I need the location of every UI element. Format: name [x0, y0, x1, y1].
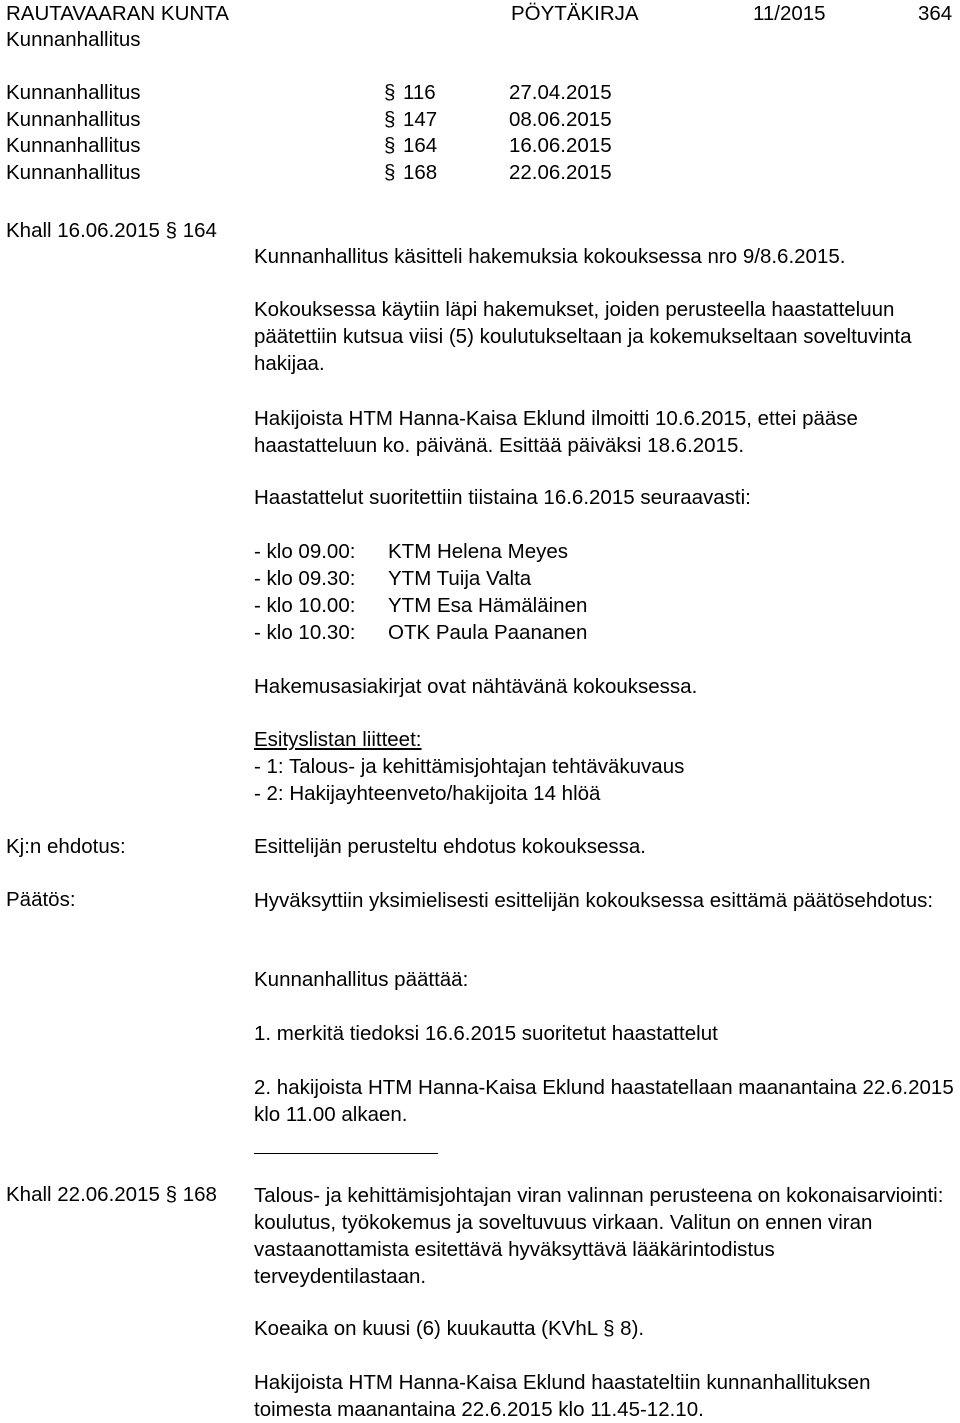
paragraph-interview-held: Hakijoista HTM Hanna-Kaisa Eklund haastateltiin kunnanhallituksen toimesta maanantaina 22.6.2015 klo 11.45-12.10. [254, 1371, 871, 1421]
paragraph-probation: Koeaika on kuusi (6) kuukautta (KVhL § 8). [254, 1317, 645, 1340]
section-sign: § [384, 108, 396, 131]
separator-line [254, 1153, 438, 1154]
history-body: Kunnanhallitus [6, 134, 141, 157]
paragraph-review: Kokouksessa käytiin läpi hakemukset, joiden perusteella haastatteluun päätettiin kutsua viisi (5) koulutukseltaan ja kokemukseltaan soveltuvinta hakijaa. [254, 298, 912, 375]
reference-section-number: 168 [182, 1183, 217, 1206]
interviewee-name: OTK Paula Paananen [388, 621, 588, 644]
proposal-label: Kj:n ehdotus: [6, 835, 126, 858]
interview-time: - klo 10.30: [254, 621, 356, 644]
interviewee-name: YTM Esa Hämäläinen [388, 594, 588, 617]
attachment-item: - 1: Talous- ja kehittämisjohtajan tehtäväkuvaus [254, 755, 685, 778]
history-date: 27.04.2015 [509, 81, 612, 104]
proposal-text: Esittelijän perusteltu ehdotus kokouksessa. [254, 835, 647, 858]
document-type: PÖYTÄKIRJA [511, 2, 639, 25]
paragraph-selection-criteria: Talous- ja kehittämisjohtajan viran valinnan perusteena on kokonaisarviointi: koulutus, työkokemus ja soveltuvuus virkaan. Valitun on ennen viran vastaanottamista esitettävä hyväksyttävä lääkärintodistus terveydentilastaan. [254, 1184, 944, 1288]
history-body: Kunnanhallitus [6, 161, 141, 184]
item-reference [6, 1182, 217, 1208]
decision-point-2: 2. hakijoista HTM Hanna-Kaisa Eklund haastatellaan maanantaina 22.6.2015 klo 11.00 alkaen. [254, 1076, 954, 1126]
decision-point-1: 1. merkitä tiedoksi 16.6.2015 suoritetut haastattelut [254, 1022, 718, 1045]
section-sign: § [384, 81, 396, 104]
section-sign: § [384, 161, 396, 184]
reference-meeting: Khall 22.06.2015 [6, 1183, 160, 1206]
decision-text: Hyväksyttiin yksimielisesti esittelijän kokouksessa esittämä päätösehdotus: [254, 889, 934, 912]
history-section-number: 164 [403, 134, 438, 157]
history-body: Kunnanhallitus [6, 81, 141, 104]
body-name: Kunnanhallitus [6, 28, 141, 51]
interviewee-name: YTM Tuija Valta [388, 567, 532, 590]
history-section-number: 168 [403, 161, 438, 184]
section-sign: § [165, 219, 177, 242]
document-number: 11/2015 [753, 2, 826, 25]
history-date: 16.06.2015 [509, 134, 612, 157]
paragraph-interviews-intro: Haastattelut suoritettiin tiistaina 16.6.2015 seuraavasti: [254, 486, 751, 509]
attachments-heading: Esityslistan liitteet: [254, 728, 422, 751]
section-sign: § [384, 134, 396, 157]
decision-label: Päätös: [6, 888, 76, 911]
history-section-number: 147 [403, 108, 438, 131]
decides-heading: Kunnanhallitus päättää: [254, 968, 469, 991]
history-section-number: 116 [403, 81, 436, 104]
reference-section-number: 164 [182, 219, 217, 242]
interview-time: - klo 10.00: [254, 594, 356, 617]
municipality-name: RAUTAVAARAN KUNTA [6, 2, 229, 25]
item-reference [6, 218, 217, 244]
history-body: Kunnanhallitus [6, 108, 141, 131]
page-number: 364 [918, 2, 953, 25]
interview-time: - klo 09.00: [254, 540, 356, 563]
section-sign: § [165, 1183, 177, 1206]
paragraph-handled: Kunnanhallitus käsitteli hakemuksia kokouksessa nro 9/8.6.2015. [254, 245, 846, 268]
interviewee-name: KTM Helena Meyes [388, 540, 569, 563]
history-date: 08.06.2015 [509, 108, 612, 131]
attachment-item: - 2: Hakijayhteenveto/hakijoita 14 hlöä [254, 782, 601, 805]
reference-meeting: Khall 16.06.2015 [6, 219, 160, 242]
history-date: 22.06.2015 [509, 161, 612, 184]
interview-time: - klo 09.30: [254, 567, 356, 590]
paragraph-documents-available: Hakemusasiakirjat ovat nähtävänä kokouksessa. [254, 675, 698, 698]
paragraph-applicant-notice: Hakijoista HTM Hanna-Kaisa Eklund ilmoitti 10.6.2015, ettei pääse haastatteluun ko. päivänä. Esittää päiväksi 18.6.2015. [254, 407, 858, 457]
